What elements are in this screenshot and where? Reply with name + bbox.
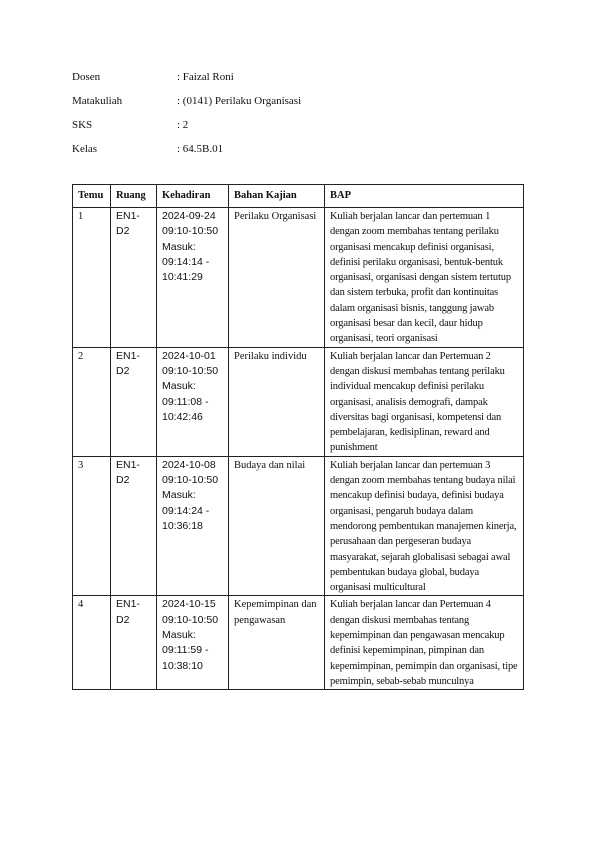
cell-ruang: EN1-D2 [111, 596, 157, 690]
header-kehadiran: Kehadiran [157, 185, 229, 208]
matakuliah-label: Matakuliah [72, 95, 123, 107]
kehadiran-masuk-label: Masuk: [162, 380, 196, 393]
table-row [73, 208, 524, 348]
kehadiran-masuk-range: 09:14:14 - 10:41:29 [162, 255, 210, 284]
cell-kehadiran [157, 456, 229, 596]
table-header-row [73, 185, 524, 208]
dosen-label: Dosen [72, 71, 101, 83]
kehadiran-masuk-label: Masuk: [162, 629, 196, 642]
cell-temu: 2 [73, 347, 111, 456]
cell-bap: Kuliah berjalan lancar dan pertemuan 1 dengan zoom membahas tentang perilaku organisasi mencakup definisi organisasi, definisi perilaku organisasi, bentuk-bentuk organisasi, organisasi dengan sistem tertutup dan sistem terbuka, profit dan kontinuitas dalam organisasi bisnis, tanggung jawab organisasi besar dan kecil, daur hidup organisasi, teori organisasi [325, 208, 524, 348]
table-row [73, 347, 524, 456]
info-row-sks [72, 118, 301, 142]
header-bahan-kajian: Bahan Kajian [229, 185, 325, 208]
cell-temu: 3 [73, 456, 111, 596]
cell-bap: Kuliah berjalan lancar dan pertemuan 3 dengan zoom membahas tentang budaya nilai mencakup definisi budaya, definisi budaya organisasi, pengaruh budaya dalam mendorong pembentukan manajemen kinerja, perusahaan dan pergeseran budaya masyarakat, sejarah globalisasi sebagai awal pembentukan budaya global, budaya organisasi multicultural [325, 456, 524, 596]
kehadiran-time: 09:10-10:50 [162, 364, 219, 377]
info-row-kelas [72, 142, 301, 166]
cell-ruang: EN1-D2 [111, 456, 157, 596]
sks-value: : 2 [177, 119, 189, 131]
info-row-dosen [72, 70, 301, 94]
header-ruang: Ruang [111, 185, 157, 208]
info-row-matakuliah [72, 94, 301, 118]
cell-kehadiran [157, 208, 229, 348]
cell-ruang: EN1-D2 [111, 347, 157, 456]
kehadiran-masuk-range: 09:14:24 - 10:36:18 [162, 504, 210, 532]
kehadiran-date: 2024-09-24 [162, 210, 216, 222]
cell-bap: Kuliah berjalan lancar dan Pertemuan 2 dengan diskusi membahas tentang perilaku individual mencakup definisi perilaku organisasi, analisis demografi, dampak diversitas bagi organisasi, kompetensi dan pembelajaran, kedisiplinan, reward and punishment [325, 347, 524, 456]
cell-kehadiran [157, 347, 229, 456]
cell-bahan-kajian: Budaya dan nilai [229, 456, 325, 596]
cell-bahan-kajian: Perilaku Organisasi [229, 208, 325, 348]
header-temu: Temu [73, 185, 111, 208]
kelas-value: : 64.5B.01 [177, 143, 224, 155]
course-info [72, 70, 301, 166]
dosen-value: : Faizal Roni [177, 71, 234, 83]
table-row [73, 596, 524, 690]
kehadiran-masuk-range: 09:11:59 - 10:38:10 [162, 644, 209, 672]
kehadiran-date: 2024-10-08 [162, 458, 216, 471]
matakuliah-value: : (0141) Perilaku Organisasi [177, 95, 302, 107]
header-bap: BAP [325, 185, 524, 208]
kehadiran-masuk-label: Masuk: [162, 240, 196, 253]
kehadiran-time: 09:10-10:50 [162, 474, 219, 487]
kehadiran-time: 09:10-10:50 [162, 225, 219, 238]
attendance-table [72, 184, 524, 690]
kehadiran-masuk-label: Masuk: [162, 489, 196, 502]
table-row [73, 456, 524, 596]
sks-label: SKS [72, 119, 93, 131]
cell-temu: 1 [73, 208, 111, 348]
cell-ruang: EN1-D2 [111, 208, 157, 348]
kehadiran-date: 2024-10-01 [162, 349, 216, 362]
kehadiran-date: 2024-10-15 [162, 598, 216, 611]
cell-bahan-kajian: Kepemimpinan dan pengawasan [229, 596, 325, 690]
cell-bahan-kajian: Perilaku individu [229, 347, 325, 456]
cell-kehadiran [157, 596, 229, 690]
kelas-label: Kelas [72, 143, 98, 155]
cell-temu: 4 [73, 596, 111, 690]
kehadiran-masuk-range: 09:11:08 - 10:42:46 [162, 395, 209, 423]
cell-bap: Kuliah berjalan lancar dan Pertemuan 4 dengan diskusi membahas tentang kepemimpinan dan pengawasan mencakup definisi kepemimpinan, pimpinan dan kepemimpinan, pemimpin dan organisasi, tipe pemimpin, sebab-sebab munculnya [325, 596, 524, 690]
kehadiran-time: 09:10-10:50 [162, 613, 219, 626]
